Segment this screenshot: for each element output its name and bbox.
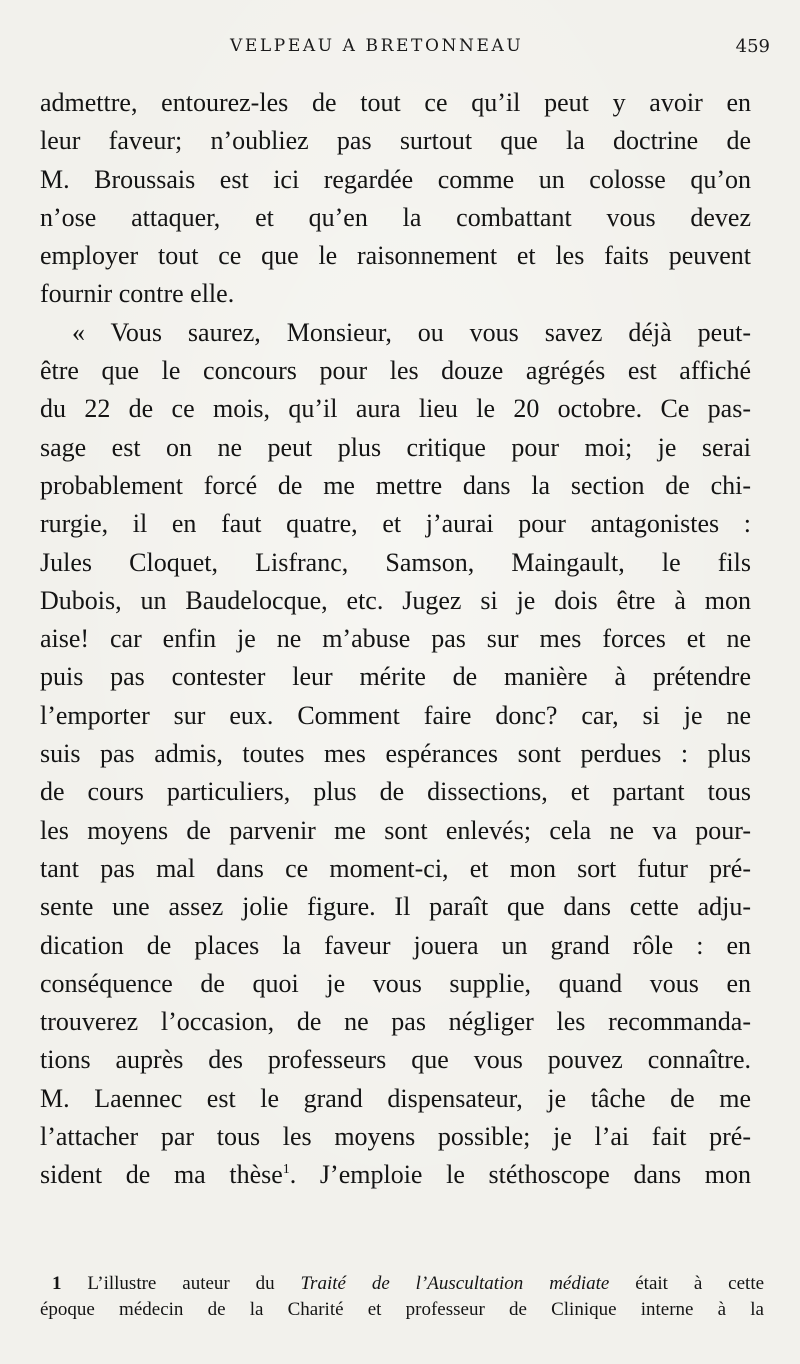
footnote-line (40, 1271, 764, 1297)
text-line: probablement forcé de me mettre dans la section de chi- (40, 470, 751, 500)
text-line: M. Laennec est le grand dispensateur, je tâche de me (40, 1083, 751, 1113)
text-line: Dubois, un Baudelocque, etc. Jugez si je dois être à mon (40, 585, 751, 615)
text-line: l’attacher par tous les moyens possible; je l’ai fait pré- (40, 1122, 751, 1152)
body-text (40, 84, 751, 1195)
running-head (40, 36, 770, 60)
text-line: puis pas contester leur mérite de manière à prétendre (40, 662, 751, 692)
text-line: sente une assez jolie figure. Il paraît que dans cette adju- (40, 892, 751, 922)
text-line: les moyens de parvenir me sont enlevés; cela ne va pour- (40, 815, 751, 845)
text-line: suis pas admis, toutes mes espérances sont perdues : plus (40, 739, 751, 769)
footnote (40, 1271, 764, 1323)
text-line: n’ose attaquer, et qu’en la combattant vous devez (40, 202, 751, 232)
text-line: admettre, entourez-les de tout ce qu’il peut y avoir en (40, 88, 751, 117)
footnote-text: était à cette (635, 1273, 765, 1294)
text-line: Jules Cloquet, Lisfranc, Samson, Maingault, le fils (40, 547, 751, 577)
text-line: sage est on ne peut plus critique pour moi; je serai (40, 432, 751, 462)
text-segment: sident de ma thèse (40, 1160, 283, 1190)
text-line: dication de places la faveur jouera un grand rôle : en (40, 930, 751, 960)
footnote-marker: 1 (52, 1273, 62, 1294)
text-line: fournir contre elle. (40, 279, 235, 309)
footnote-text: L’illustre auteur du (87, 1273, 275, 1294)
text-line: tions auprès des professeurs que vous pouvez connaître. (40, 1045, 751, 1075)
text-line: du 22 de ce mois, qu’il aura lieu le 20 octobre. Ce pas- (40, 394, 751, 424)
text-line: trouverez l’occasion, de ne pas négliger les recommanda- (40, 1007, 751, 1037)
text-line: aise! car enfin je ne m’abuse pas sur mes forces et ne (40, 624, 751, 654)
paragraph-start-line: « Vous saurez, Monsieur, ou vous savez déjà peut- (72, 317, 751, 347)
text-line: leur faveur; n’oubliez pas surtout que la doctrine de (40, 126, 751, 156)
text-line: de cours particuliers, plus de dissections, et partant tous (40, 777, 751, 807)
text-line: employer tout ce que le raisonnement et les faits peuvent (40, 241, 751, 271)
book-title: Traité de l’Auscultation médiate (300, 1273, 610, 1294)
text-line: conséquence de quoi je vous supplie, quand vous en (40, 968, 751, 998)
footnote-reference: 1 (282, 1162, 290, 1178)
running-title: VELPEAU A BRETONNEAU (230, 36, 524, 56)
page-number: 459 (735, 36, 770, 57)
text-segment: . J’emploie le stéthoscope dans mon (289, 1160, 751, 1190)
text-line: l’emporter sur eux. Comment faire donc? car, si je ne (40, 700, 751, 730)
text-line: tant pas mal dans ce moment-ci, et mon sort futur pré- (40, 853, 751, 883)
text-line: être que le concours pour les douze agrégés est affiché (40, 356, 751, 386)
text-line: M. Broussais est ici regardée comme un colosse qu’on (40, 164, 751, 194)
footnote-line: époque médecin de la Charité et professeur de Clinique interne à la (40, 1299, 764, 1320)
text-line-with-footnote-ref (40, 1156, 751, 1194)
text-line: rurgie, il en faut quatre, et j’aurai pour antagonistes : (40, 509, 751, 539)
